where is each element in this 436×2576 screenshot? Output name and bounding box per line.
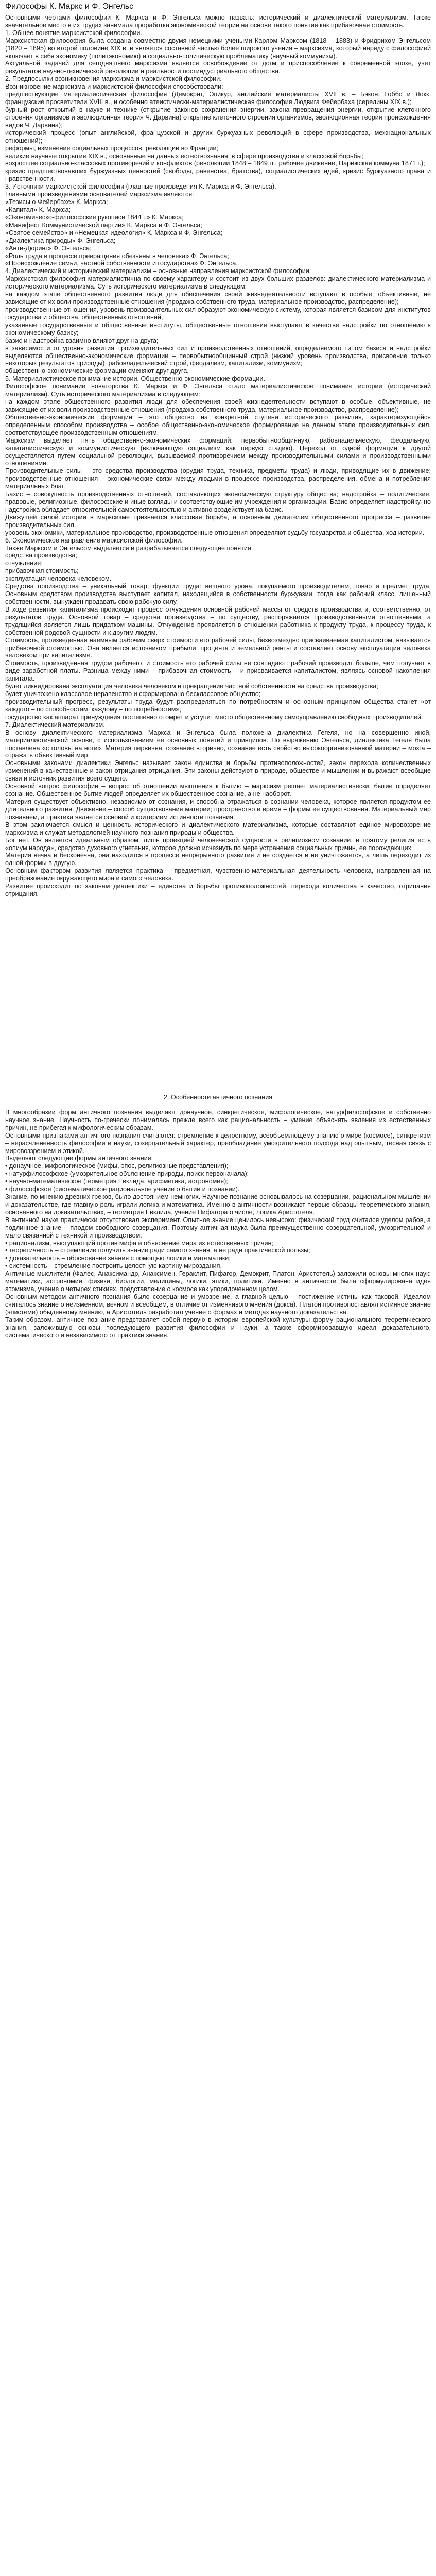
paragraph: Марксистская философия была создана совместно двумя немецкими учеными Карлом Марксом (1818 – 1883) и Фридрихом Энгельсом (1820 – 1895) во второй половине XIX в. и является составной частью более широкого учения – марксизма, который наряду с философией включает в себя экономику (политэкономию) и социально-политическую проблематику (научный коммунизм). bbox=[5, 37, 431, 60]
paragraph: Основными признаками античного познания считаются: стремление к целостному, всеобъемлющему знанию о мире (космосе), синкретизм – нерасчлененность философии и науки, созерцательный характер, преобладание умозрительного подхода над опытным, тесная связь с мировоззрением и этикой. bbox=[5, 1131, 431, 1155]
paragraph: • донаучное, мифологическое (мифы, эпос, религиозные представления); bbox=[5, 1162, 229, 1170]
paragraph: В многообразии форм античного познания выделяют донаучное, синкретическое, мифологическое, натурфилософское и собственно научное знание. Научность по-гречески понималась прежде всего как рациональность – умение объяснять явления из естественных причин, не прибегая к мифологическим образам. bbox=[5, 1108, 431, 1131]
paragraph: возросшее социально-классовых противоречий и конфликтов (революции 1848 – 1849 гг., рабочее движение, Парижская коммуна 1871 г.); bbox=[5, 160, 425, 167]
paragraph: производственные отношения, уровень производительных сил образуют экономическую систему, которая является базисом для институтов государства и общества, общественных отношений; bbox=[5, 306, 431, 321]
paragraph: 6. Экономическое направление марксистской философии. bbox=[5, 536, 183, 544]
paragraph: • системность – стремление построить целостную картину мироздания. bbox=[5, 1262, 222, 1270]
paragraph: «Экономическо-философские рукописи 1844 г.» К. Маркса; bbox=[5, 213, 184, 221]
paragraph: кризис предшествовавших буржуазных ценностей (свободы, равенства, братства), социалистических идей, кризис буржуазного права и нравственности. bbox=[5, 167, 431, 183]
paragraph: В античной науке практически отсутствовал эксперимент. Опытное знание ценилось невысоко: физический труд считался уделом рабов, а подлинное знание – плодом свободного созерцания. Поэтому античная наука была преимущественно созерцательной, умозрительной и мало связанной с техникой и производством. bbox=[5, 1216, 431, 1239]
paragraph: средства производства; bbox=[5, 552, 77, 560]
paragraph: 7. Диалектический материализм. bbox=[5, 721, 105, 728]
paragraph: уровень экономики, материальное производство, производственные отношения определяют судьбу государства и общества, ход истории. bbox=[5, 529, 425, 536]
paragraph: будет ликвидирована эксплуатация человека человеком и прекращение частной собственности на средства производства; bbox=[5, 683, 378, 690]
paragraph: 1. Общее понятие марксистской философии. bbox=[5, 29, 142, 37]
paragraph: указанные государственные и общественные институты, общественные отношения выступают в качестве надстройки по отношению к экономическому базису; bbox=[5, 321, 431, 336]
part2-body bbox=[5, 1109, 431, 1340]
paragraph: Стоимость, произведенная трудом рабочего, и стоимость его рабочей силы не совпадают: рабочий производит больше, чем получает в виде заработной платы. Разница между ними – прибавочная стоимость – и присваивается капиталистом, являясь основой накопления капитала. bbox=[5, 659, 431, 683]
paragraph: на каждом этапе общественного развития люди для обеспечения своей жизнедеятельности вступают в особые, объективные, не зависящие от их воли производственные отношения (продажа собственного труда, материальное производство, распределение); bbox=[5, 398, 431, 413]
paragraph: • доказательность – обоснование знания с помощью логики и математики; bbox=[5, 1255, 231, 1262]
paragraph: Основной вопрос философии – вопрос об отношении мышления к бытию – марксизм решает материалистически: бытие определяет сознание. Общественное бытие людей определяет их общественное сознание, а не наоборот. bbox=[5, 783, 431, 798]
paragraph: В ходе развития капитализма происходит процесс отчуждения основной рабочей массы от средств производства и, соответственно, от результатов труда. Основной товар – средства производства – по существу, распоряжается производственными отношениями, а трудящийся является лишь придатком машины. Отчуждение проявляется в отношении работника к продукту труда, к процессу труда, к собственной родовой сущности и к другим людям. bbox=[5, 605, 431, 636]
paragraph: «Роль труда в процессе превращения обезьяны в человека» Ф. Энгельса; bbox=[5, 252, 229, 260]
paragraph: «Манифест Коммунистической партии» К. Маркса и Ф. Энгельса; bbox=[5, 221, 202, 229]
paragraph: Материя вечна и бесконечна, она находится в процессе непрерывного развития и не создается и не уничтожается, а лишь переходит из одной формы в другую. bbox=[5, 852, 431, 867]
paragraph: Марксизм выделяет пять общественно-экономических формаций: первобытнообщинную, рабовладельческую, феодальную, капиталистическую и коммунистическую (включающую социализм как первую стадию). Переход от одной формации к другой осуществляется путем социальной революции, вызываемой противоречием между производительными силами и производственными отношениями. bbox=[5, 436, 431, 467]
paragraph: • рационализм, выступающий против мифа и объяснение мира из естественных причин; bbox=[5, 1239, 273, 1247]
paragraph: 5. Материалистическое понимание истории. Общественно-экономические формации. bbox=[5, 375, 265, 383]
paragraph: Античные мыслители (Фалес, Анаксимандр, Анаксимен, Гераклит, Пифагор, Демокрит, Платон, Аристотель) заложили основы многих наук: математики, астрономии, физики, биологии, медицины, логики, этики, политики. Именно в античности была сформулирована идея атомизма, учение о четырех стихиях, представление о космосе как упорядоченном целом. bbox=[5, 1270, 431, 1293]
paragraph: «Диалектика природы» Ф. Энгельса; bbox=[5, 236, 116, 244]
paragraph: • философское (систематическое рациональное учение о бытии и познании). bbox=[5, 1185, 240, 1193]
paragraph: Движущей силой истории в марксизме признается классовая борьба, а основным двигателем общественного прогресса – развитие производительных сил. bbox=[5, 513, 431, 529]
paragraph: В основу диалектического материализма Маркса и Энгельса была положена диалектика Гегеля, но на совершенно иной, материалистической основе, с использованием ее основных понятий и принципов. По выражению Энгельса, диалектика Гегеля была поставлена «с головы на ноги». Материя первична, сознание вторично, сознание есть свойство высокоорганизованной материи – мозга – отражать объективный мир. bbox=[5, 728, 431, 759]
paragraph: В этом заключается смысл и ценность исторического и диалектического материализма, которые составляют единое мировоззрение марксизма и служат методологией научного познания природы и общества. bbox=[5, 821, 431, 836]
paragraph: на каждом этапе общественного развития люди для обеспечения своей жизнедеятельности вступают в особые, объективные, не зависящие от их воли производственные отношения (продажа собственного труда, материальное производство, распределение); bbox=[5, 291, 431, 306]
paragraph: Марксистская философия материалистична по своему характеру и состоит из двух больших разделов: диалектического материализма и исторического материализма. Суть исторического материализма в следующем: bbox=[5, 275, 431, 291]
paragraph: производительный прогресс, результаты труда будут распределяться по потребностям и основным принципом общества станет «от каждого – по способностям, каждому – по потребностям»; bbox=[5, 698, 431, 713]
paragraph: Бог нет. Он является идеальным образом, лишь проекцией человеческой сущности в религиозном сознании, и поэтому религия есть «опиум народа», средство духовного угнетения, которое должно исчезнуть по мере устранения социальных причин, ее порождающих. bbox=[5, 836, 431, 852]
paragraph: 4. Диалектический и исторический материализм – основные направления марксистской философии. bbox=[5, 267, 311, 275]
paragraph: Также Марксом и Энгельсом выделяется и разрабатывается следующие понятия: bbox=[5, 544, 253, 552]
paragraph: 2. Предпосылки возникновения марксизма и марксистской философии. bbox=[5, 75, 222, 83]
paragraph: прибавочная стоимость; bbox=[5, 567, 79, 575]
paragraph: будет уничтожено классовое неравенство и сформировано бесклассовое общество; bbox=[5, 690, 261, 698]
paragraph: Базис – совокупность производственных отношений, составляющих экономическую структуру общества; надстройка – политические, правовые, религиозные, философские и иные взгляды и соответствующие им учреждения и организации. Базис определяет надстройку, но надстройка обладает относительной самостоятельностью и активно воздействует на базис. bbox=[5, 490, 431, 513]
paragraph: • теоретичность – стремление получить знание ради самого знания, а не ради практической пользы; bbox=[5, 1247, 310, 1255]
paragraph: Материя существует объективно, независимо от сознания, и способна отражаться в сознании человека, которое является продуктом ее длительного развития. Движение – способ существования материи; пространство и время – формы ее существования. Материальный мир познаваем, а практика является основой и критерием истинности познания. bbox=[5, 798, 431, 821]
paragraph: Знание, по мнению древних греков, было достоянием немногих. Научное познание основывалось на созерцании, рациональном мышлении и доказательстве, где главную роль играли логика и математика. Именно в античности возникают первые образцы теоретического знания, основанного на доказательствах, – геометрия Евклида, учение Пифагора о числе, логика Аристотеля. bbox=[5, 1193, 431, 1216]
paragraph: Основным методом античного познания было созерцание и умозрение, а главной целью – постижение истины как таковой. Идеалом считалось знание о неизменном, вечном и всеобщем, в отличие от изменчивого мнения (докса). Платон противопоставлял истинное знание (эпистеме) обыденному мнению, а Аристотель разработал учение о формах и методах научного доказательства. bbox=[5, 1293, 431, 1316]
paragraph: • научно-математическое (геометрия Евклида, арифметика, астрономия); bbox=[5, 1178, 228, 1185]
paragraph: предшествующие материалистическая философия (Демокрит, Эпикур, английские материалисты XVII в. – Бэкон, Гоббс и Локк, французские просветители XVIII в., и особенно атеистически-материалистическая философия Людвига Фейербаха (середины XIX в.); bbox=[5, 91, 431, 106]
paragraph: Основными чертами философии К. Маркса и Ф. Энгельса можно назвать: исторический и диалектический материализм. Также значительное место в их трудах занимала проработка экономической теории на основе такого понятия как прибавочная стоимость. bbox=[5, 13, 431, 29]
paragraph: Средства производства – уникальный товар, функции труда: вещного урона, покупаемого производителем, товар и предмет труда. Основным средством производства выступает капитал, находящийся в собственности буржуазии, тогда как рабочий класс, лишенный собственности, вынужден продавать свою рабочую силу. bbox=[5, 583, 431, 606]
paragraph: «Тезисы о Фейербахе» К. Маркса; bbox=[5, 198, 108, 206]
paragraph: Актуальной задачей для сегодняшнего марксизма является освобождение от догм и приспособление к современной эпохе, учет результатов научно-технической революции и реальности постиндустриального общества. bbox=[5, 60, 431, 75]
paragraph: общественно-экономические формации сменяют друг друга. bbox=[5, 367, 189, 375]
page-title: Философы К. Маркс и Ф. Энгельс bbox=[5, 2, 134, 11]
part1-body bbox=[5, 14, 431, 898]
paragraph: «Происхождение семьи, частной собственности и государства» Ф. Энгельса. bbox=[5, 260, 238, 267]
paragraph: Главными произведениями основателей марксизма являются: bbox=[5, 191, 194, 198]
paragraph: «Святое семейство» и «Немецкая идеология» К. Маркса и Ф. Энгельса; bbox=[5, 229, 223, 236]
paragraph: Основным фактором развития является практика – предметная, чувственно-материальная деятельность человека, направленная на преобразование окружающего мира и самого человека. bbox=[5, 867, 431, 883]
paragraph: реформы, изменение социальных процессов, революции во Франции; bbox=[5, 144, 218, 152]
blank-region bbox=[5, 898, 431, 1094]
paragraph: государство как аппарат принуждения постепенно отомрет и уступит место общественному самоуправлению свободных производителей. bbox=[5, 713, 423, 721]
paragraph: Философское понимание новаторства К. Маркса и Ф. Энгельса стало материалистическое понимание истории (исторический материализм). Суть исторического материализма в следующем: bbox=[5, 383, 431, 398]
section-heading: 2. Особенности античного познания bbox=[163, 1093, 273, 1101]
paragraph: Стоимость, произведенная наемным рабочим сверх стоимости его рабочей силы, безвозмездно присваиваемая капиталистом, называется прибавочной стоимостью. Она является источником прибыли, процента и земельной ренты и составляет основу эксплуатации человека человеком при капитализме. bbox=[5, 636, 431, 659]
paragraph: Выделяют следующие формы античного знания: bbox=[5, 1155, 153, 1162]
paragraph: базис и надстройка взаимно влияют друг на друга; bbox=[5, 336, 159, 344]
paragraph: Развитие происходит по законам диалектики – единства и борьбы противоположностей, перехода количества в качество, отрицания отрицания. bbox=[5, 883, 431, 898]
paragraph: Производительные силы – это средства производства (орудия труда, техника, предметы труда) и люди, приводящие их в движение; производственные отношения – экономические связи между людьми в процессе производства, распределения, обмена и потребления материальных благ. bbox=[5, 467, 431, 490]
paragraph: великие научные открытия XIX в., основанные на данных естествознания, в сфере производства и классовой борьбы; bbox=[5, 152, 364, 160]
paragraph: «Капитал» К. Маркса; bbox=[5, 206, 71, 213]
paragraph: в зависимости от уровня развития производительных сил и производственных отношений, определяемого типом базиса и надстройки выделяются общественно-экономические формации – первобытнообщинный строй (низкий уровень производства, присвоение только некоторых результатов природы), рабовладельческий строй, феодализм, капитализм, коммунизм; bbox=[5, 344, 431, 367]
paragraph: «Анти-Дюринг» Ф. Энгельса; bbox=[5, 244, 92, 252]
paragraph: Возникновение марксизма и марксистской философии способствовали: bbox=[5, 83, 223, 91]
paragraph: • натурфилософское (умозрительное объяснение природы, поиск первоначала); bbox=[5, 1170, 249, 1178]
paragraph: отчуждение; bbox=[5, 560, 43, 567]
paragraph: исторический процесс (опыт английской, французской и других буржуазных революций в сфере производства, межнациональных отношений); bbox=[5, 129, 431, 144]
paragraph: эксплуатация человека человеком. bbox=[5, 575, 112, 583]
paragraph: Основными законами диалектики Энгельс называет закон единства и борьбы противоположностей, закон перехода количественных изменений в качественные и закон отрицания отрицания. Эти законы действуют в природе, обществе и мышлении и выражают всеобщие связи и источник развития всего сущего. bbox=[5, 759, 431, 783]
paragraph: бурный рост открытий в науке и технике (открытие законов сохранения энергии, закона превращения энергии, открытие клеточного строения организмов и эволюционная теория Ч. Дарвина) открытие клеточного строения организмов, эволюционная теория происхождения видов Ч. Дарвина); bbox=[5, 106, 431, 129]
paragraph: Общественно-экономические формации – это общество на конкретной ступени исторического развития, характеризующейся определенным способом производства – особое общественно-экономическое формирование на данном этапе производительных сил, соответствующее производственным отношениям. bbox=[5, 413, 431, 436]
paragraph: 3. Источники марксистской философии (главные произведения К. Маркса и Ф. Энгельса). bbox=[5, 183, 276, 191]
paragraph: Таким образом, античное познание представляет собой первую в истории европейской культуры форму рационального теоретического знания, заложившую основы последующего развития философии и науки, а также сформировавшую идеал доказательного, систематического и независимого от практики знания. bbox=[5, 1316, 431, 1339]
